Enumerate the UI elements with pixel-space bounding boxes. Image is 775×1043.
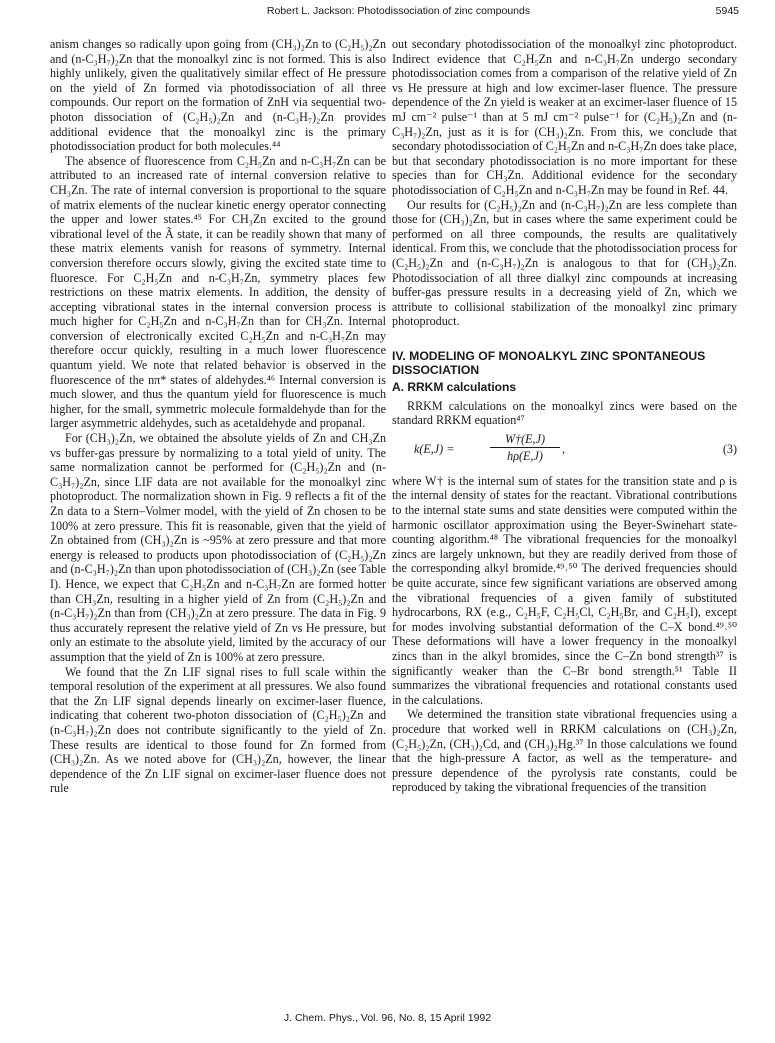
section-heading: IV. MODELING OF MONOALKYL ZINC SPONTANEOUS DISSOCIATION <box>392 348 706 378</box>
page-number: 5945 <box>715 5 739 17</box>
paragraph-fluorescence: The absence of fluorescence from C₂H₅Zn and n-C₃H₇Zn can be attributed to an increased rate of internal conversion relative to CH₃Zn. The rate of internal conversion is proportional to the square of matrix elements of the nuclear kinetic energy operator connecting the upper and lower states.⁴⁵ For CH₃Zn excited to the ground vibrational level of the Ã state, it can be readily shown that many of these matrix elements vanish for reasons of symmetry. Internal conversion therefore occurs slowly, giving the excited state time to fluoresce. For C₂H₅Zn and n-C₃H₇Zn, symmetry places few restrictions on these matrix elements. In addition, the density of accepting vibrational states in the internal conversion process is much higher for C₂H₅Zn and n-C₃H₇Zn than for CH₃Zn. Internal conversion of electronically excited C₂H₅Zn and n-C₃H₇Zn may therefore occur quickly, resulting in a much lower fluorescence quantum yield. We note that related behavior is observed in the fluorescence of the nπ* states of aldehydes.⁴⁶ Internal conversion is much slower, and thus the quantum yield for fluorescence is much higher, for the small, symmetric molecule formaldehyde than for the larger asymmetric aldehydes, such as acetaldehyde and propanal. <box>50 153 386 431</box>
page-footer: J. Chem. Phys., Vol. 96, No. 8, 15 April 1992 <box>283 1012 492 1024</box>
paragraph-lif-signal: We found that the Zn LIF signal rises to full scale within the temporal resolution of the experiment at all pressures. We also found that the Zn LIF signal depends linearly on excimer-laser fluence, indicating that coherent two-photon dissociation of (C₂H₅)₂Zn and (n-C₃H₇)₂Zn does not contribute significantly to the yield of Zn. These results are identical to those found for Zn formed from (CH₃)₂Zn. As we noted above for (CH₃)₂Zn, however, the linear dependence of the Zn LIF signal on excimer-laser fluence does not rule <box>50 664 386 796</box>
left-column <box>50 37 386 796</box>
page-header <box>58 5 739 21</box>
paragraph-absolute-yields: For (CH₃)₂Zn, we obtained the absolute yields of Zn and CH₃Zn vs buffer-gas pressure by normalizing to a total yield of unity. The same normalization cannot be performed for (C₂H₅)₂Zn and (n-C₃H₇)₂Zn, since LIF data are not available for the monoalkyl zinc photoproduct. The normalization shown in Fig. 9 reflects a fit of the Zn data to a Stern–Volmer model, with the yield of Zn chosen to be 100% at zero pressure. This fit is reasonable, given that the yield of Zn obtained from (CH₃)₂Zn is ~95% at zero pressure and that more energy is released to products upon photodissociation of (C₂H₅)₂Zn and (n-C₃H₇)₂Zn than upon photodissociation of (CH₃)₂Zn (see Table I). Hence, we expect that C₂H₅Zn and n-C₃H₇Zn are formed hotter than CH₃Zn, resulting in a higher yield of Zn from (C₂H₅)₂Zn and (n-C₃H₇)₂Zn than from (CH₃)₂Zn at zero pressure. The data in Fig. 9 thus accurately represent the relative yield of Zn vs He pressure, but only an estimate to the absolute yield, limited by the accuracy of our assumption that the yield of Zn is 100% at zero pressure. <box>50 431 386 664</box>
right-column <box>392 37 737 795</box>
equation-fraction <box>490 432 560 464</box>
paragraph-secondary-photodissociation: out secondary photodissociation of the monoalkyl zinc photoproduct. Indirect evidence that C₂H₅Zn and n-C₃H₇Zn undergo secondary photodissociation comes from a comparison of the relative yield of Zn vs He pressure at high and low excimer-laser fluence. The pressure dependence of the Zn yield is weaker at an excimer-laser fluence of 15 mJ cm⁻² pulse⁻¹ than at 5 mJ cm⁻² pulse⁻¹ for (C₂H₅)₂Zn and (n-C₃H₇)₂Zn, just as it is for (CH₃)₂Zn. From this, we conclude that secondary photodissociation of C₂H₅Zn and n-C₃H₇Zn does take place, but that secondary photodissociation is no more important for these species than for CH₃Zn. Additional evidence for the secondary photodissociation of C₂H₅Zn and n-C₃H₇Zn may be found in Ref. 44. <box>392 37 737 197</box>
equation-comma: , <box>562 441 566 456</box>
equation-lhs: k(E,J) = <box>414 441 455 456</box>
paragraph-continued: anism changes so radically upon going from (CH₃)₂Zn to (C₂H₅)₂Zn and (n-C₃H₇)₂Zn that the monoalkyl zinc is not formed. This is also highly unlikely, given the qualitatively similar effect of He pressure on the yield of Zn formed via photodissociation of all three compounds. Our report on the formation of ZnH via sequential two-photon dissociation of (C₂H₅)₂Zn and (n-C₃H₇)₂Zn provides additional evidence that the monoalkyl zinc is the primary photodissociation product for both molecules.⁴⁴ <box>50 37 386 154</box>
equation-denominator: hρ(E,J) <box>507 449 543 464</box>
paragraph-results-summary: Our results for (C₂H₅)₂Zn and (n-C₃H₇)₂Zn are less complete than those for (CH₃)₂Zn, but in cases where the same experiment could be performed on all three compounds, the results are qualitatively identical. From this, we conclude that the photodissociation process for (C₂H₅)₂Zn and (n-C₃H₇)₂Zn is analogous to that for (CH₃)₂Zn. Photodissociation of all three dialkyl zinc compounds at increasing buffer-gas pressure results in a decreasing yield of Zn, which we attribute to collisional stabilization of the monoalkyl zinc primary photoproduct. <box>392 197 737 329</box>
paragraph-rrkm-intro: RRKM calculations on the monoalkyl zincs were based on the standard RRKM equation⁴⁷ <box>392 398 737 428</box>
paragraph-transition-state: We determined the transition state vibrational frequencies using a procedure that worked well in RRKM calculations on (CH₃)₂Zn, (C₂H₅)₂Zn, (CH₃)₂Cd, and (CH₃)₂Hg.³⁷ In those calculations we found that the high-pressure A factor, as well as the temperature- and pressure dependence of the pyrolysis rate constants, could be reproduced by taking the vibrational frequencies of the transition <box>392 707 737 795</box>
equation-numerator: W†(E,J) <box>490 432 560 449</box>
subsection-heading: A. RRKM calculations <box>392 380 517 395</box>
paragraph-state-sums: where W† is the internal sum of states for the transition state and ρ is the internal density of states for the reactant. Vibrational contributions to the internal state sums and state densities were computed within the harmonic oscillator approximation using the Beyer-Swinehart state-counting algorithm.⁴⁸ The vibrational frequencies for the monoalkyl zincs are largely unknown, but they are readily derived from those of the corresponding alkyl bromide.⁴⁹˒⁵⁰ The derived frequencies should be quite accurate, since few significant variations are observed among the vibrational frequencies of a given family of substituted hydrocarbons, RX (e.g., C₂H₅F, C₂H₅Cl, C₂H₅Br, and C₂H₅I), except for modes involving substantial deformation of the C–X bond.⁴⁹˒⁵⁰ These deformations will have a lower frequency in the monoalkyl zincs than in the alkyl bromides, since the C–Zn bond strength³⁷ is significantly weaker than the C–Br bond strength.⁵¹ Table II summarizes the vibrational frequencies and rotational constants used in the calculations. <box>392 473 737 707</box>
equation-rrkm <box>392 432 737 468</box>
running-head: Robert L. Jackson: Photodissociation of zinc compounds <box>266 5 531 17</box>
equation-number: (3) <box>722 441 737 456</box>
